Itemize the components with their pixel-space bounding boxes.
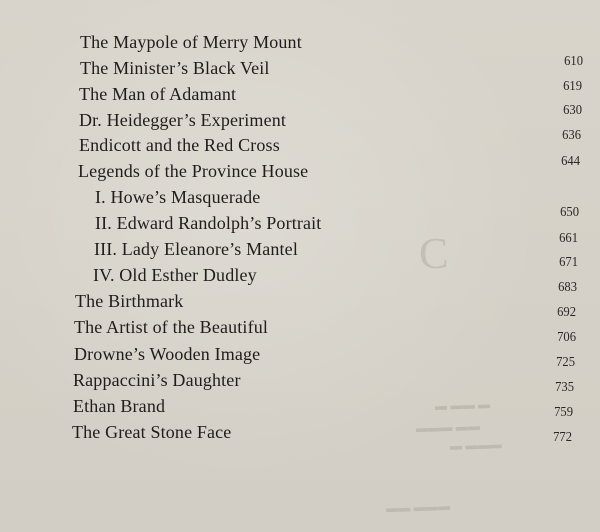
toc-subentry-title: I. Howe’s Masquerade <box>95 187 261 207</box>
toc-page-number: 636 <box>562 128 581 143</box>
toc-page-number: 661 <box>559 231 578 246</box>
toc-entry-title: The Great Stone Face <box>72 422 232 442</box>
bleed-through-line-3: ▬ ▬▬▬ <box>449 437 503 453</box>
toc-page-number: 630 <box>563 103 582 118</box>
toc-page-number: 683 <box>558 280 577 295</box>
toc-entry-title: The Minister’s Black Veil <box>80 58 270 78</box>
toc-page-number: 619 <box>563 79 582 94</box>
toc-entry-title: Endicott and the Red Cross <box>79 135 280 155</box>
bleed-through-heading: C <box>417 228 451 279</box>
toc-entry-title: Rappaccini’s Daughter <box>73 370 241 390</box>
toc-entry-title: The Man of Adamant <box>79 84 237 104</box>
toc-entry-title: Legends of the Province House <box>78 161 309 181</box>
toc-subentry-title: IV. Old Esther Dudley <box>93 265 257 285</box>
toc-entry-title: Drowne’s Wooden Image <box>74 344 261 364</box>
toc-entry-title: Dr. Heidegger’s Experiment <box>79 110 287 130</box>
toc-page-number: 644 <box>561 154 580 169</box>
toc-subentry-title: II. Edward Randolph’s Portrait <box>95 213 322 233</box>
toc-entry-title: The Birthmark <box>75 291 184 311</box>
toc-page-number: 671 <box>559 255 578 270</box>
toc-page-number: 735 <box>555 380 574 395</box>
toc-page-number: 772 <box>553 430 572 445</box>
toc-entry-title: The Artist of the Beautiful <box>74 317 269 337</box>
toc-subentry-title: III. Lady Eleanore’s Mantel <box>94 239 298 259</box>
toc-page-number: 610 <box>564 54 583 69</box>
toc-page-number: 706 <box>557 330 576 345</box>
toc-entry-title: The Maypole of Merry Mount <box>80 32 302 52</box>
toc-page-number: 725 <box>556 355 575 370</box>
bleed-through-line-2: ▬▬▬ ▬▬ <box>415 418 481 436</box>
toc-page-number: 759 <box>554 405 573 420</box>
toc-entry-title: Ethan Brand <box>73 396 166 416</box>
bleed-through-line-1: ▬ ▬▬ ▬ <box>434 397 491 413</box>
bleed-through-line-4: ▬▬ ▬▬▬ <box>385 498 451 516</box>
toc-page-number: 692 <box>557 305 576 320</box>
toc-page-number: 650 <box>560 205 579 220</box>
